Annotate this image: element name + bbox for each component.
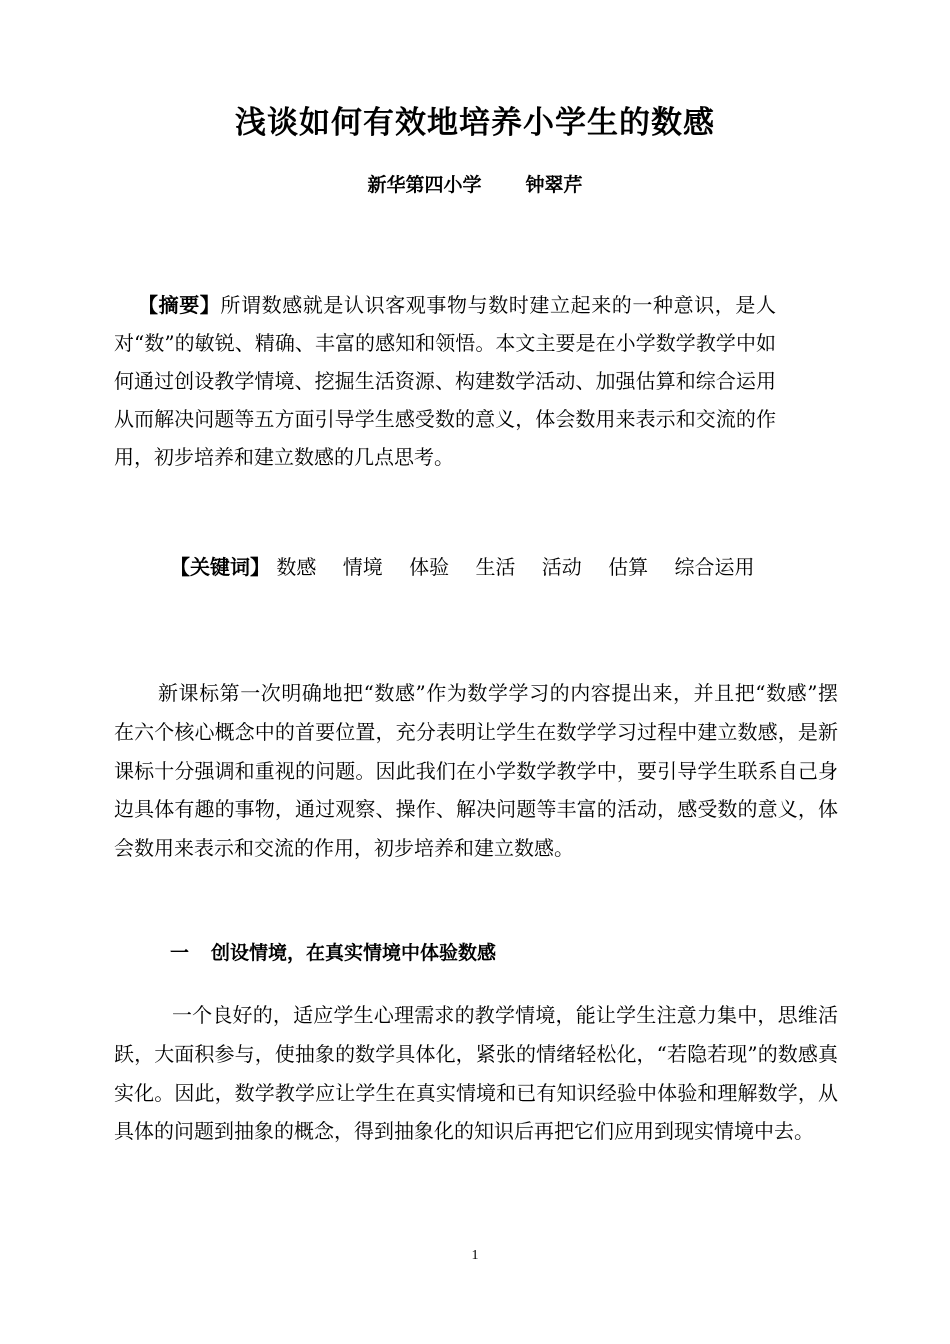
keywords-label: 【关键词】 bbox=[170, 555, 270, 579]
author-school: 新华第四小学 bbox=[367, 174, 482, 196]
section-heading bbox=[170, 934, 496, 972]
section-paragraph: 一个良好的，适应学生心理需求的教学情境，能让学生注意力集中，思维活跃，大面积参与，使抽象的数学具体化，紧张的情绪轻松化，“若隐若现”的数感真实化。因此，数学教学应让学生在真实情境和已有知识经验中体验和理解数学，从具体的问题到抽象的概念，得到抽象化的知识后再把它们应用到现实情境中去。 bbox=[114, 1003, 838, 1144]
abstract-text: 所谓数感就是认识客观事物与数时建立起来的一种意识，是人对“数”的敏锐、精确、丰富的感知和领悟。本文主要是在小学数学教学中如何通过创设教学情境、挖掘生活资源、构建数学活动、加强估算和综合运用从而解决问题等五方面引导学生感受数的意义，体会数用来表示和交流的作用，初步培养和建立数感的几点思考。 bbox=[114, 293, 777, 469]
keyword-item: 综合运用 bbox=[674, 555, 755, 579]
keyword-item: 情境 bbox=[342, 555, 383, 579]
abstract-paragraph bbox=[114, 286, 776, 476]
keywords-line bbox=[170, 548, 870, 586]
author-name: 钟翠芹 bbox=[525, 174, 583, 196]
keyword-item: 生活 bbox=[475, 555, 516, 579]
section-heading-text: 创设情境，在真实情境中体验数感 bbox=[211, 942, 497, 964]
page-number: 1 bbox=[471, 1248, 479, 1263]
keyword-item: 数感 bbox=[276, 555, 317, 579]
abstract-label: 【摘要】 bbox=[138, 293, 221, 317]
paper-title: 浅谈如何有效地培养小学生的数感 bbox=[235, 105, 715, 141]
author-line bbox=[0, 168, 950, 202]
keyword-item: 活动 bbox=[541, 555, 582, 579]
keyword-item: 体验 bbox=[409, 555, 450, 579]
keyword-item: 估算 bbox=[608, 555, 649, 579]
intro-paragraph: 新课标第一次明确地把“数感”作为数学学习的内容提出来，并且把“数感”摆在六个核心概念中的首要位置，充分表明让学生在数学学习过程中建立数感，是新课标十分强调和重视的问题。因此我们在小学数学教学中，要引导学生联系自己身边具体有趣的事物，通过观察、操作、解决问题等丰富的活动，感受数的意义，体会数用来表示和交流的作用，初步培养和建立数感。 bbox=[114, 681, 838, 861]
section-number: 一 bbox=[170, 942, 190, 964]
